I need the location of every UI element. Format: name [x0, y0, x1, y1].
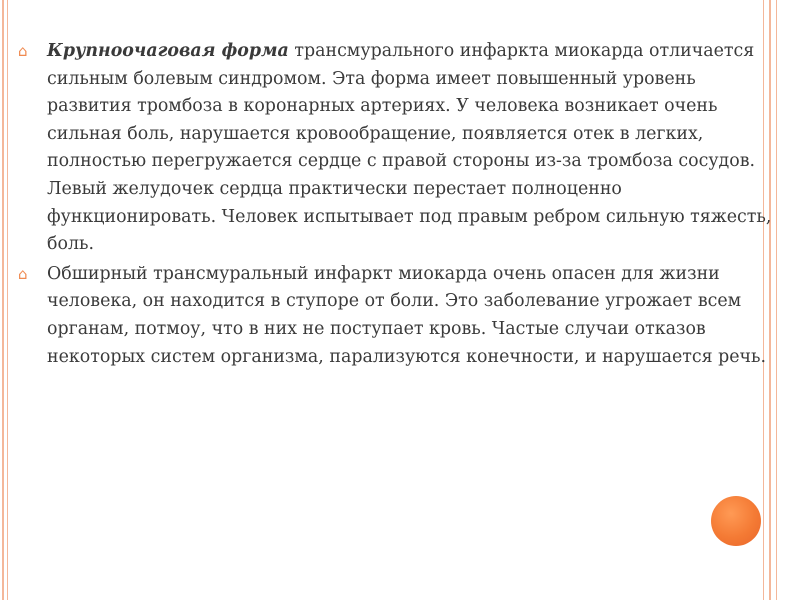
bullet-text: трансмурального инфаркта миокарда отличается сильным болевым синдромом. Эта форма имеет повышенный уровень развития тромбоза в коронарных артериях. У человека возникает очень сильная боль, нарушается кровообращение, появляется отек в легких, полностью перегружается сердце с правой стороны из-за тромбоза сосудов. Левый желудочек сердца практически перестает полноценно функционировать. Человек испытывает под правым ребром сильную тяжесть, боль.: [47, 41, 772, 255]
hollow-bullet-icon: ⌂: [18, 264, 28, 283]
bullet-emphasis: Крупноочаговая форма: [47, 41, 289, 61]
bullet-text: Обширный трансмуральный инфаркт миокарда очень опасен для жизни человека, он находится в ступоре от боли. Это заболевание угрожает всем органам, потмоу, что в них не поступает кровь. Частые случаи отказов некоторых систем организма, парализуются конечности, и нарушается речь.: [47, 263, 767, 367]
hollow-bullet-icon: ⌂: [18, 42, 28, 60]
slide-content: [18, 38, 773, 373]
orange-circle-decoration: [711, 496, 761, 546]
bullet-item: [18, 261, 773, 371]
bullet-item: [18, 38, 773, 259]
right-border-line-3: [776, 0, 777, 600]
left-border-line: [2, 0, 4, 600]
left-border-line-inner: [7, 0, 8, 600]
